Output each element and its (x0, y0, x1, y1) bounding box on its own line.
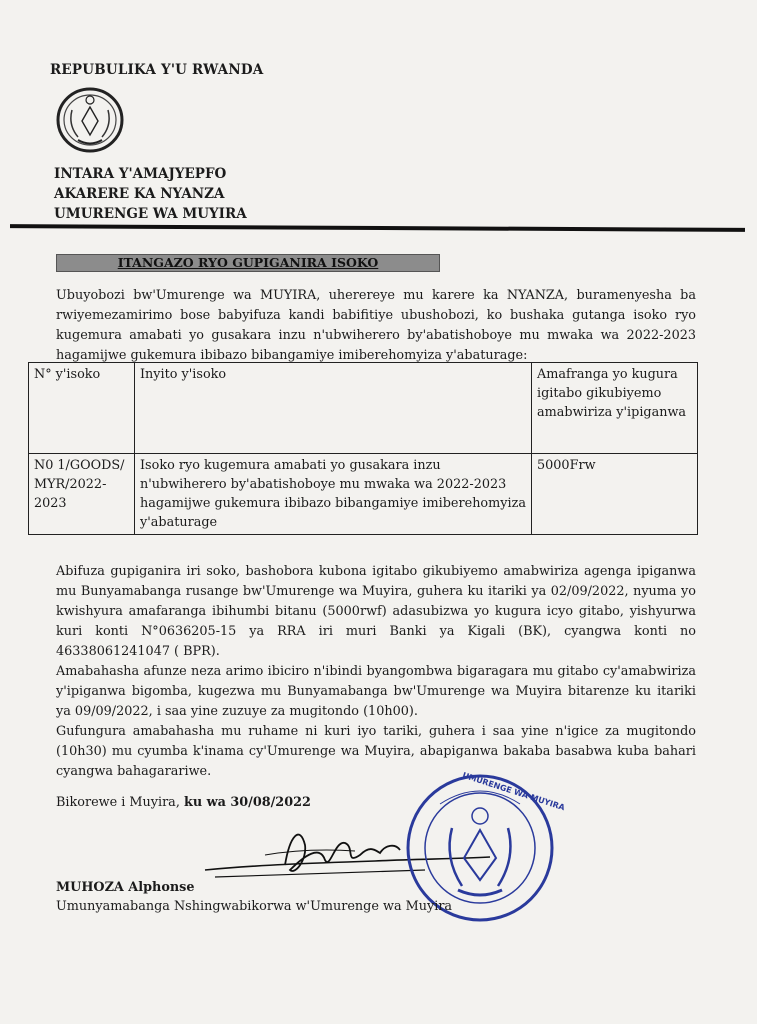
header-divider (10, 224, 745, 232)
table-row (29, 454, 698, 535)
stamp-label: UMURENGE WA MUYIRA (461, 770, 566, 813)
tender-description-cell: Isoko ryo kugemura amabati yo gusakara inzu n'ubwiherero by'abatishoboye mu mwaka wa 2022-2023 hagamijwe gukemura ibibazo bibangamiye imiberehomyiza y'abaturage (135, 454, 532, 535)
paragraph-document-purchase: Abifuza gupiganira iri soko, bashobora kubona igitabo gikubiyemo amabwiriza agenga ipiganwa mu Bunyamabanga rusange bw'Umurenge wa Muyira, guhera ku itariki ya 02/09/2022, nyuma yo kwishyura amafaranga ibihumbi bitanu (5000rwf) adasubizwa yo kugura icyo gitabo, yishyurwa kuri konti N°0636205-15 ya RRA iri muri Banki ya Kigali (BK), cyangwa konti no 46338061241047 ( BPR). (56, 564, 696, 659)
signatory-title: Umunyamabanga Nshingwabikorwa w'Umurenge wa Muyira (56, 899, 453, 914)
administrative-header (54, 164, 247, 224)
signing-date: ku wa 30/08/2022 (183, 795, 311, 810)
tender-number-cell: N0 1/GOODS/ MYR/2022-2023 (29, 454, 135, 535)
sector-line: UMURENGE WA MUYIRA (54, 206, 247, 222)
signing-place: Bikorewe i Muyira, (56, 795, 184, 810)
tender-price-cell: 5000Frw (532, 454, 698, 535)
header-tender-title: Inyito y'isoko (135, 363, 532, 454)
paragraph-opening-session: Gufungura amabahasha mu ruhame ni kuri iyo tariki, guhera i saa yine n'igice za mugitondo (10h30) mu cyumba k'inama cy'Umurenge wa Muyira, abapiganwa bakaba basabwa kuba bahari cyangwa bahagarariwe. (56, 724, 696, 779)
document-title: ITANGAZO RYO GUPIGANIRA ISOKO (117, 255, 379, 270)
republic-heading: REPUBULIKA Y'U RWANDA (50, 62, 264, 78)
rwanda-emblem-icon (50, 85, 130, 155)
header-tender-number: N° y'isoko (29, 363, 135, 454)
signatory-name: MUHOZA Alphonse (56, 880, 195, 895)
title-banner (56, 254, 440, 272)
body-paragraphs (56, 562, 696, 782)
district-line: AKARERE KA NYANZA (54, 186, 225, 202)
province-line: INTARA Y'AMAJYEPFO (54, 166, 227, 182)
paragraph-submission-deadline: Amabahasha afunze neza arimo ibiciro n'ibindi byangombwa bigaragara mu gitabo cy'amabwiriza y'ipiganwa bigomba, kugezwa mu Bunyamabanga bw'Umurenge wa Muyira bitarenze ku itariki ya 09/09/2022, i saa yine zuzuye za mugitondo (10h00). (56, 664, 696, 719)
header-document-price: Amafranga yo kugura igitabo gikubiyemo amabwiriza y'ipiganwa (532, 363, 698, 454)
tender-table (28, 362, 698, 535)
signing-place-date (56, 795, 311, 810)
intro-paragraph: Ubuyobozi bw'Umurenge wa MUYIRA, uherereye mu karere ka NYANZA, buramenyesha ba rwiyemezamirimo bose babyifuza kandi babifitiye ubushobozi, ko bushaka gutanga isoko ryo kugemura amabati yo gusakara inzu n'ubwiherero by'abatishoboye mu mwaka wa 2022-2023 hagamijwe gukemura ibibazo bibangamiye imiberehomyiza y'abaturage: (56, 288, 696, 363)
table-header-row (29, 363, 698, 454)
